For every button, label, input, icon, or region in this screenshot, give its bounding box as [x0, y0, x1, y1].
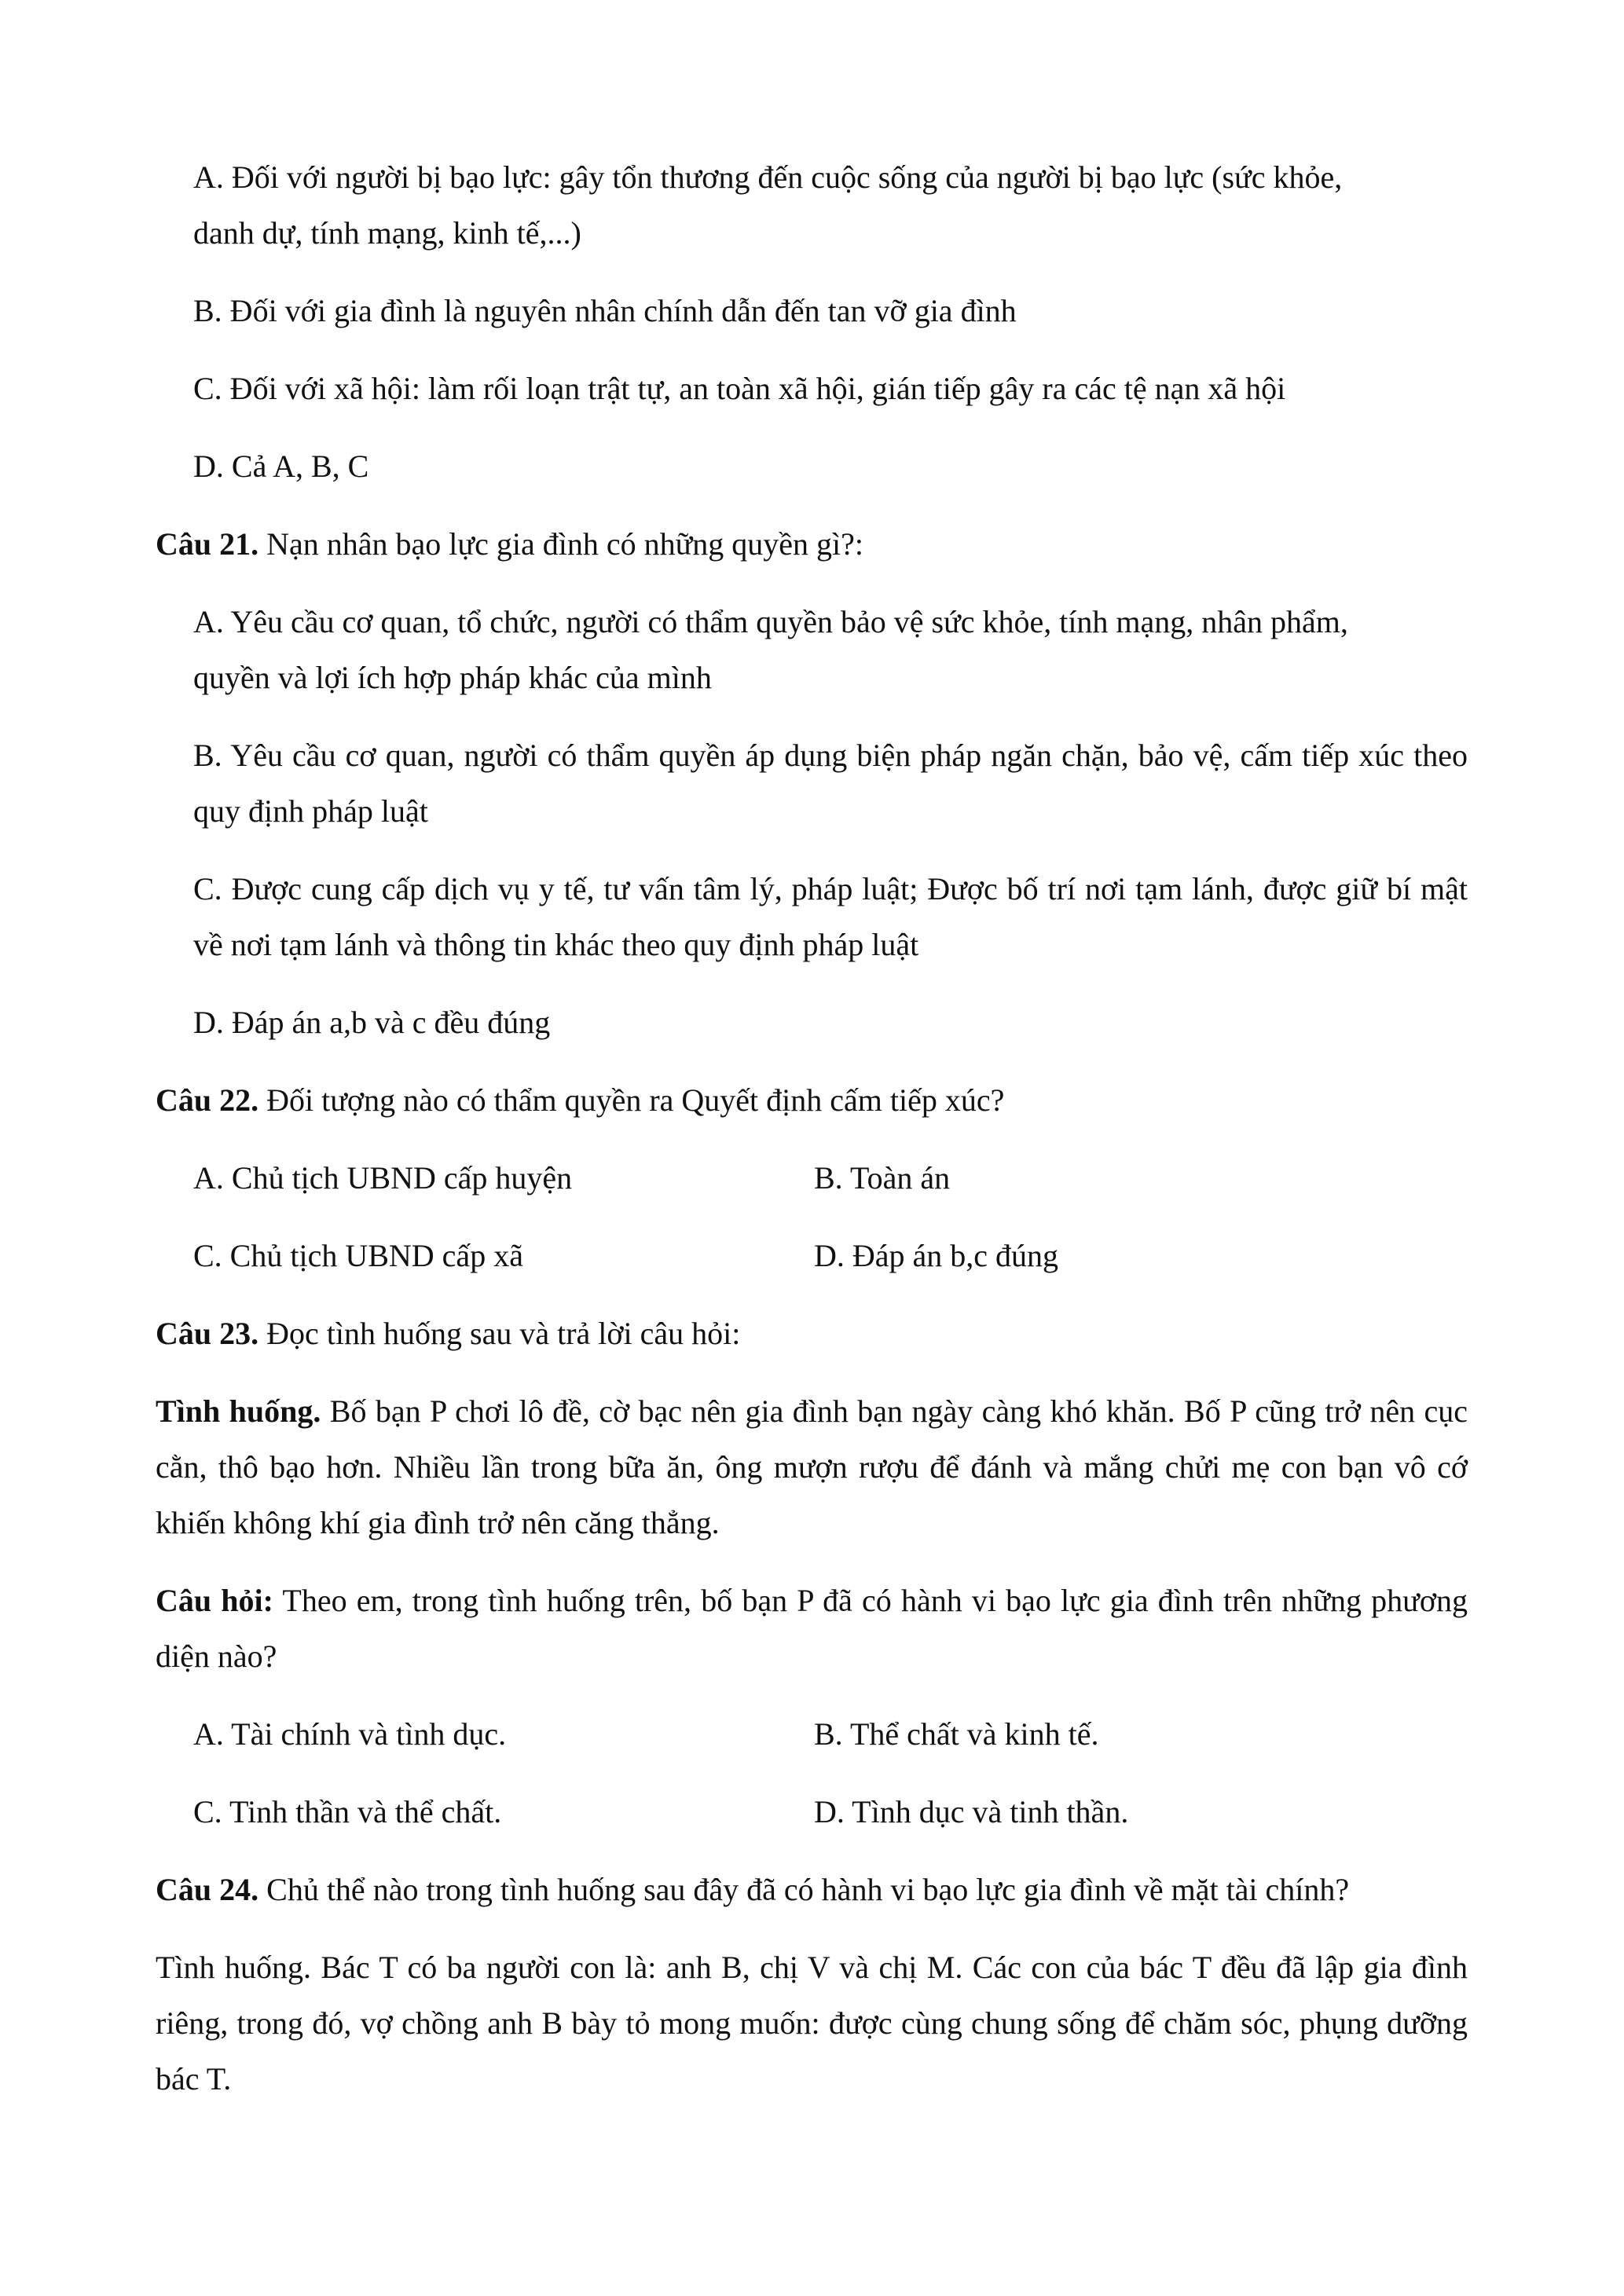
q22-options-row-2	[156, 1228, 1468, 1283]
q21-option-b: B. Yêu cầu cơ quan, người có thẩm quyền áp dụng biện pháp ngăn chặn, bảo vệ, cấm tiếp xúc theo quy định pháp luật	[193, 738, 1468, 829]
q21-text: Nạn nhân bạo lực gia đình có những quyền gì?:	[258, 526, 863, 562]
q21-question	[156, 516, 1468, 572]
q23-situation	[156, 1383, 1468, 1551]
q22-option-a: A. Chủ tịch UBND cấp huyện	[193, 1160, 573, 1196]
q24-label: Câu 24.	[156, 1872, 259, 1907]
q22-options-row-1	[156, 1150, 1468, 1206]
q21-option-a: A. Yêu cầu cơ quan, tổ chức, người có thẩm quyền bảo vệ sức khỏe, tính mạng, nhân phẩm, quyền và lợi ích hợp pháp khác của mình	[193, 604, 1348, 695]
q23-sub-question	[156, 1573, 1468, 1684]
q23-question	[156, 1305, 1468, 1361]
q23-text: Đọc tình huống sau và trả lời câu hỏi:	[258, 1316, 741, 1351]
q20-option-d: D. Cả A, B, C	[193, 449, 369, 484]
q23-option-a: A. Tài chính và tình dục.	[193, 1716, 507, 1752]
q21-option-d: D. Đáp án a,b và c đều đúng	[193, 1005, 551, 1040]
q22-option-d: D. Đáp án b,c đúng	[814, 1238, 1059, 1273]
q22-option-c: C. Chủ tịch UBND cấp xã	[193, 1238, 523, 1273]
q22-text: Đối tượng nào có thẩm quyền ra Quyết định cấm tiếp xúc?	[258, 1082, 1005, 1118]
q22-label: Câu 22.	[156, 1082, 259, 1118]
q23-option-c: C. Tinh thần và thể chất.	[193, 1794, 502, 1829]
q20-option-c: C. Đối với xã hội: làm rối loạn trật tự, an toàn xã hội, gián tiếp gây ra các tệ nạn xã hội	[193, 371, 1286, 406]
q23-label: Câu 23.	[156, 1316, 259, 1351]
document-page	[156, 149, 1468, 2129]
q23-situation-label: Tình huống.	[156, 1393, 321, 1429]
q23-option-d: D. Tình dục và tinh thần.	[814, 1794, 1129, 1829]
q24-question	[156, 1862, 1468, 1917]
q20-option-a: A. Đối với người bị bạo lực: gây tổn thương đến cuộc sống của người bị bạo lực (sức khỏe, danh dự, tính mạng, kinh tế,...)	[193, 159, 1343, 251]
q23-situation-text: Bố bạn P chơi lô đề, cờ bạc nên gia đình bạn ngày càng khó khăn. Bố P cũng trở nên cục cằn, thô bạo hơn. Nhiều lần trong bữa ăn, ông mượn rượu để đánh và mắng chửi mẹ con bạn vô cớ khiến không khí gia đình trở nên căng thẳng.	[156, 1393, 1468, 1540]
q21-label: Câu 21.	[156, 526, 259, 562]
q21-option-c: C. Được cung cấp dịch vụ y tế, tư vấn tâm lý, pháp luật; Được bố trí nơi tạm lánh, được giữ bí mật về nơi tạm lánh và thông tin khác theo quy định pháp luật	[193, 871, 1468, 962]
q23-question-label: Câu hỏi:	[156, 1583, 273, 1618]
q23-options-row-1	[156, 1706, 1468, 1762]
q23-options-row-2	[156, 1784, 1468, 1840]
q20-option-b: B. Đối với gia đình là nguyên nhân chính dẫn đến tan vỡ gia đình	[193, 293, 1017, 328]
q22-question	[156, 1072, 1468, 1128]
q24-text: Chủ thể nào trong tình huống sau đây đã có hành vi bạo lực gia đình về mặt tài chính?	[258, 1872, 1350, 1907]
q22-option-b: B. Toàn án	[814, 1160, 951, 1196]
q24-situation: Tình huống. Bác T có ba người con là: anh B, chị V và chị M. Các con của bác T đều đã lập gia đình riêng, trong đó, vợ chồng anh B bày tỏ mong muốn: được cùng chung sống để chăm sóc, phụng dưỡng bác T.	[156, 1950, 1468, 2096]
q23-question-text: Theo em, trong tình huống trên, bố bạn P đã có hành vi bạo lực gia đình trên những phương diện nào?	[156, 1583, 1468, 1674]
q23-option-b: B. Thể chất và kinh tế.	[814, 1716, 1099, 1752]
